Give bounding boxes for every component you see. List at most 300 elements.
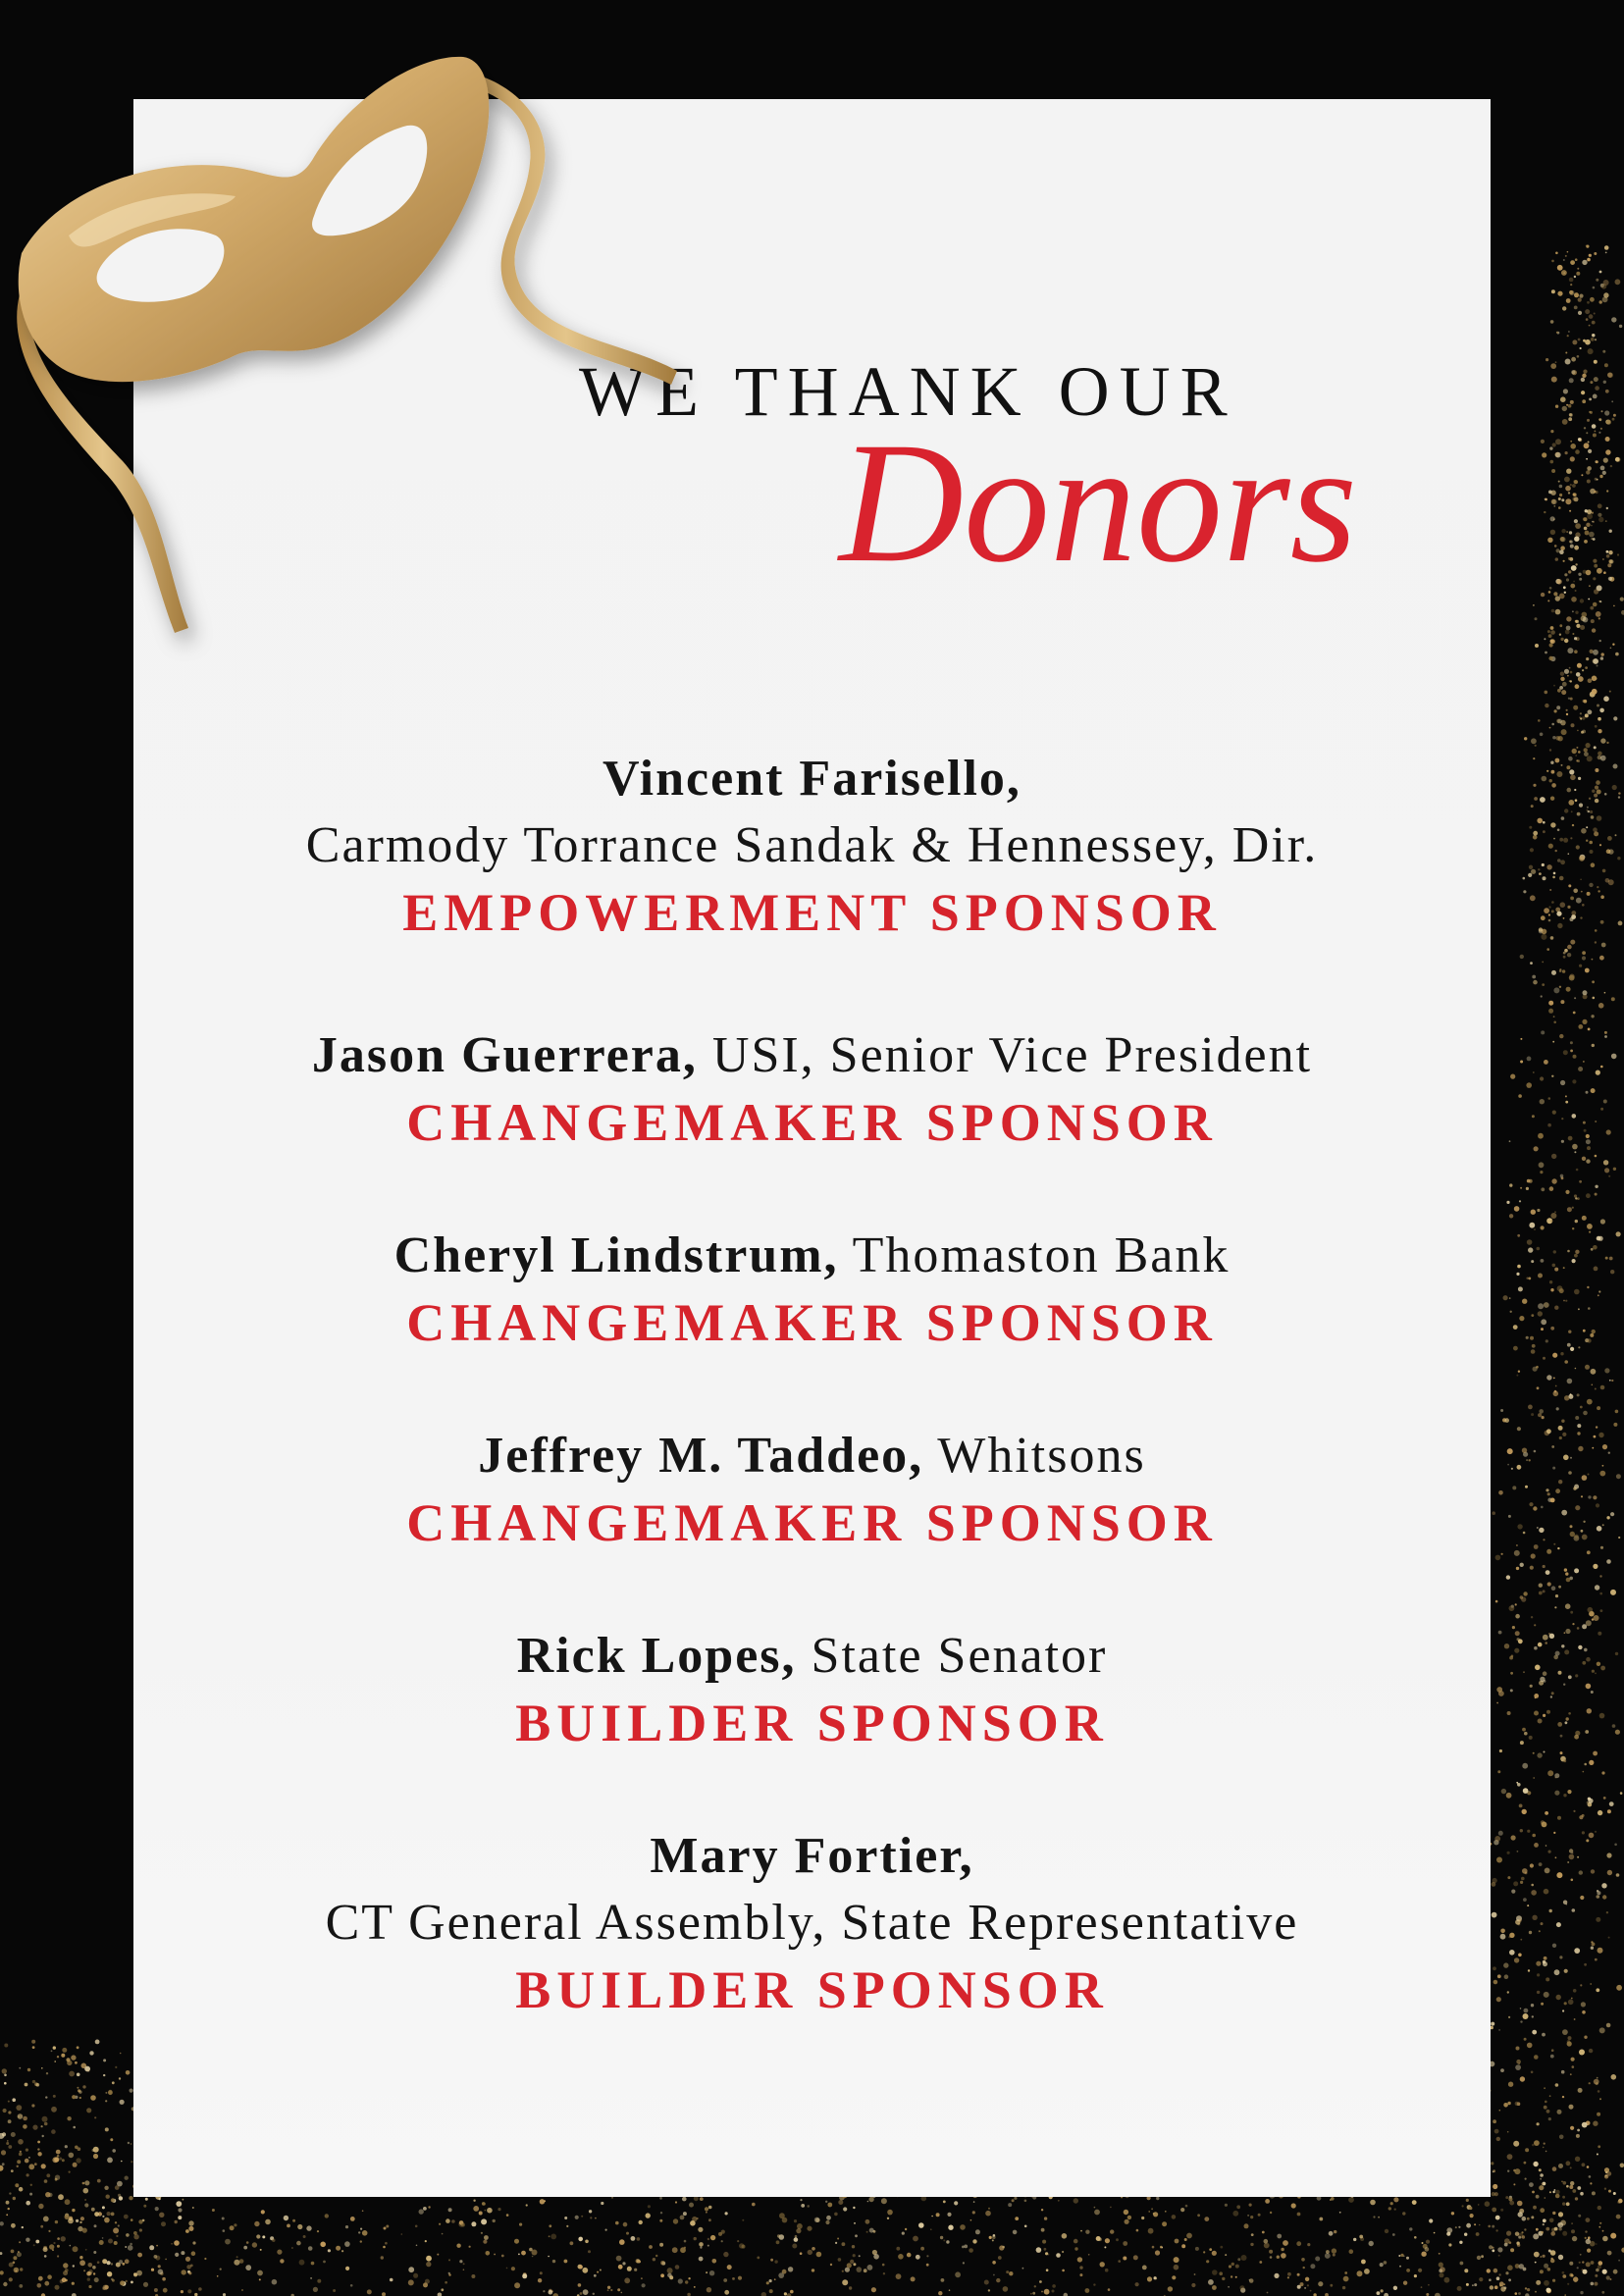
glitter-dot — [1598, 1810, 1602, 1815]
glitter-dot — [1392, 2233, 1395, 2236]
glitter-dot — [82, 2085, 85, 2088]
glitter-dot — [1310, 2264, 1315, 2269]
glitter-dot — [1569, 667, 1571, 669]
glitter-dot — [1500, 2068, 1504, 2072]
glitter-dot — [1531, 1890, 1537, 1896]
glitter-dot — [1609, 1257, 1613, 1261]
donor-affiliation: State Senator — [811, 1628, 1108, 1684]
glitter-dot — [1414, 2274, 1417, 2277]
glitter-dot — [694, 2286, 696, 2288]
glitter-dot — [1554, 1268, 1558, 1272]
glitter-dot — [419, 2209, 424, 2214]
glitter-dot — [1569, 413, 1573, 417]
glitter-dot — [1563, 560, 1565, 562]
glitter-dot — [1545, 1339, 1548, 1342]
glitter-dot — [1539, 1862, 1543, 1866]
glitter-dot — [1557, 719, 1562, 724]
glitter-dot — [360, 2240, 362, 2242]
glitter-dot — [1495, 1555, 1501, 1561]
glitter-dot — [1571, 1879, 1574, 1882]
glitter-dot — [838, 2200, 843, 2205]
glitter-dot — [1488, 2225, 1491, 2228]
glitter-dot — [1477, 2256, 1481, 2260]
glitter-dot — [1573, 1989, 1577, 1993]
glitter-dot — [1283, 2240, 1288, 2246]
glitter-dot — [617, 2288, 620, 2291]
glitter-dot — [473, 2200, 475, 2202]
glitter-dot — [79, 2256, 82, 2259]
glitter-dot — [1596, 1503, 1599, 1507]
glitter-dot — [1555, 758, 1560, 763]
glitter-dot — [887, 2210, 893, 2216]
glitter-dot — [1562, 419, 1568, 425]
glitter-dot — [1274, 2273, 1279, 2278]
glitter-dot — [552, 2260, 555, 2263]
glitter-dot — [19, 2241, 21, 2243]
glitter-dot — [154, 2288, 158, 2292]
glitter-dot — [1582, 399, 1586, 403]
glitter-dot — [1563, 259, 1565, 261]
glitter-dot — [1578, 1067, 1583, 1071]
glitter-dot — [1594, 564, 1598, 568]
glitter-dot — [639, 2220, 643, 2224]
glitter-dot — [143, 2205, 146, 2208]
glitter-dot — [1553, 1250, 1556, 1253]
glitter-dot — [116, 2263, 121, 2268]
glitter-dot — [1590, 1333, 1594, 1337]
glitter-dot — [265, 2219, 271, 2225]
glitter-dot — [532, 2256, 534, 2258]
glitter-dot — [1599, 956, 1604, 961]
glitter-dot — [1412, 2200, 1417, 2205]
glitter-dot — [1212, 2270, 1218, 2275]
glitter-dot — [1511, 1655, 1514, 1658]
glitter-dot — [1398, 2255, 1400, 2257]
glitter-dot — [116, 2235, 118, 2237]
glitter-dot — [1458, 2226, 1460, 2228]
glitter-dot — [1611, 1054, 1617, 1060]
glitter-dot — [1580, 2291, 1583, 2294]
glitter-dot — [1584, 1763, 1587, 1766]
glitter-dot — [1555, 557, 1558, 560]
glitter-dot — [1537, 1386, 1540, 1389]
glitter-dot — [1105, 2238, 1110, 2243]
glitter-dot — [1577, 812, 1581, 816]
glitter-dot — [42, 2135, 44, 2137]
glitter-dot — [1578, 1346, 1580, 1348]
glitter-dot — [1568, 404, 1572, 408]
glitter-dot — [992, 2261, 996, 2265]
glitter-dot — [1281, 2248, 1283, 2251]
glitter-dot — [1599, 640, 1601, 642]
glitter-dot — [1575, 684, 1580, 689]
glitter-dot — [1526, 1082, 1532, 1088]
glitter-dot — [1568, 417, 1572, 421]
glitter-dot — [1578, 1024, 1583, 1029]
glitter-dot — [1548, 1001, 1553, 1006]
glitter-dot — [669, 2275, 673, 2279]
glitter-dot — [1002, 2246, 1005, 2249]
glitter-dot — [1, 2150, 6, 2155]
glitter-dot — [1572, 339, 1577, 344]
glitter-dot — [1123, 2257, 1126, 2261]
glitter-dot — [287, 2224, 290, 2228]
glitter-dot — [1598, 513, 1601, 517]
glitter-dot — [1599, 2098, 1601, 2100]
glitter-dot — [1562, 2202, 1565, 2205]
glitter-dot — [1556, 1407, 1559, 1410]
glitter-dot — [1616, 1873, 1620, 1877]
glitter-dot — [1348, 2197, 1354, 2203]
donor-name: Vincent Farisello, — [602, 751, 1022, 807]
glitter-dot — [1583, 1771, 1585, 1773]
glitter-dot — [548, 2256, 550, 2258]
glitter-dot — [483, 2240, 487, 2244]
glitter-dot — [154, 2255, 158, 2259]
glitter-dot — [1571, 1998, 1573, 2000]
glitter-dot — [46, 2173, 50, 2177]
glitter-dot — [1259, 2261, 1262, 2264]
glitter-dot — [1592, 1670, 1595, 1673]
glitter-dot — [426, 2262, 431, 2267]
glitter-dot — [511, 2267, 515, 2270]
glitter-dot — [1589, 2049, 1593, 2053]
glitter-dot — [43, 2247, 48, 2252]
glitter-dot — [8, 2111, 11, 2113]
glitter-dot — [549, 2290, 553, 2295]
glitter-dot — [1578, 2215, 1581, 2218]
glitter-dot — [1528, 1247, 1533, 1252]
glitter-dot — [448, 2208, 452, 2212]
glitter-dot — [1520, 1061, 1523, 1064]
glitter-dot — [1553, 872, 1556, 875]
glitter-dot — [73, 2126, 76, 2129]
glitter-dot — [938, 2291, 942, 2295]
glitter-dot — [1554, 1773, 1559, 1778]
glitter-dot — [158, 2265, 161, 2268]
glitter-dot — [847, 2263, 852, 2268]
glitter-dot — [111, 2278, 114, 2281]
glitter-dot — [1155, 2250, 1160, 2255]
glitter-dot — [1537, 1209, 1540, 1212]
glitter-dot — [1591, 1369, 1597, 1375]
glitter-dot — [1539, 1584, 1543, 1588]
glitter-dot — [1318, 2281, 1323, 2286]
glitter-dot — [1513, 2141, 1519, 2147]
glitter-dot — [26, 2201, 30, 2206]
glitter-dot — [1548, 2117, 1551, 2120]
glitter-dot — [1544, 511, 1545, 513]
glitter-dot — [1594, 2079, 1599, 2085]
glitter-dot — [1516, 1273, 1519, 1276]
glitter-dot — [1578, 1308, 1580, 1310]
glitter-dot — [1593, 394, 1598, 399]
glitter-dot — [699, 2257, 704, 2262]
glitter-dot — [1552, 2279, 1555, 2282]
glitter-dot — [17, 2160, 21, 2164]
glitter-dot — [898, 2254, 904, 2260]
glitter-dot — [1562, 306, 1566, 310]
glitter-dot — [1609, 2278, 1611, 2280]
glitter-dot — [102, 2206, 105, 2209]
glitter-dot — [1428, 2284, 1430, 2286]
glitter-dot — [1613, 2192, 1616, 2195]
glitter-dot — [1592, 689, 1598, 695]
glitter-dot — [1611, 1380, 1613, 1382]
glitter-dot — [1563, 956, 1566, 959]
glitter-dot — [954, 2201, 958, 2205]
glitter-dot — [1569, 378, 1574, 383]
glitter-dot — [1565, 255, 1567, 257]
glitter-dot — [1518, 2236, 1521, 2239]
glitter-dot — [1538, 1311, 1543, 1316]
glitter-dot — [1598, 2145, 1600, 2148]
glitter-dot — [605, 2229, 607, 2231]
glitter-dot — [1586, 470, 1590, 474]
glitter-dot — [1085, 2288, 1090, 2293]
glitter-dot — [1619, 325, 1622, 328]
glitter-dot — [44, 2255, 47, 2258]
glitter-dot — [1596, 611, 1601, 617]
glitter-dot — [1568, 331, 1570, 333]
glitter-dot — [1515, 2064, 1521, 2070]
glitter-dot — [1586, 826, 1588, 828]
glitter-dot — [1559, 494, 1562, 496]
glitter-dot — [91, 2208, 95, 2212]
glitter-dot — [1557, 829, 1560, 832]
glitter-dot — [243, 2246, 247, 2250]
glitter-dot — [1593, 559, 1597, 563]
glitter-dot — [45, 2096, 47, 2098]
glitter-dot — [970, 2219, 972, 2221]
glitter-dot — [1615, 1652, 1618, 1655]
glitter-dot — [73, 2163, 78, 2167]
glitter-dot — [1589, 411, 1591, 413]
glitter-dot — [1587, 1286, 1589, 1288]
glitter-dot — [926, 2255, 928, 2257]
glitter-dot — [1592, 790, 1595, 793]
glitter-dot — [1594, 491, 1596, 493]
glitter-dot — [1551, 1586, 1556, 1591]
glitter-dot — [998, 2256, 1002, 2260]
glitter-dot — [1577, 730, 1579, 732]
glitter-dot — [1598, 1948, 1603, 1954]
glitter-dot — [1545, 2227, 1549, 2231]
glitter-dot — [1589, 883, 1593, 887]
glitter-dot — [1181, 2244, 1185, 2248]
glitter-dot — [79, 2221, 81, 2223]
glitter-dot — [1598, 752, 1602, 757]
glitter-dot — [8, 2101, 10, 2103]
glitter-dot — [76, 2219, 79, 2222]
glitter-dot — [1584, 527, 1588, 531]
glitter-dot — [1605, 520, 1607, 522]
glitter-dot — [1580, 879, 1582, 881]
glitter-dot — [766, 2281, 769, 2284]
glitter-dot — [1533, 1506, 1537, 1510]
glitter-dot — [1602, 1524, 1604, 1526]
glitter-dot — [102, 2237, 104, 2239]
glitter-dot — [853, 2254, 856, 2257]
glitter-dot — [1542, 1416, 1545, 1419]
glitter-dot — [1574, 480, 1578, 484]
glitter-dot — [1598, 2265, 1601, 2269]
glitter-dot — [993, 2234, 996, 2237]
glitter-dot — [1606, 2023, 1611, 2028]
glitter-dot — [1580, 2192, 1584, 2196]
glitter-dot — [1446, 2227, 1452, 2233]
glitter-dot — [1560, 672, 1564, 676]
glitter-dot — [1575, 1505, 1580, 1510]
glitter-dot — [182, 2270, 186, 2274]
glitter-dot — [843, 2207, 847, 2211]
glitter-dot — [1524, 737, 1527, 740]
glitter-dot — [90, 2095, 96, 2101]
glitter-dot — [6, 2142, 9, 2145]
glitter-dot — [1525, 1872, 1528, 1875]
glitter-dot — [1539, 2168, 1542, 2171]
glitter-dot — [1406, 2269, 1410, 2272]
glitter-dot — [17, 2166, 19, 2167]
glitter-dot — [1096, 2236, 1101, 2241]
glitter-dot — [1369, 2241, 1374, 2246]
glitter-dot — [872, 2250, 877, 2255]
glitter-dot — [57, 2056, 59, 2058]
glitter-dot — [1594, 831, 1598, 836]
glitter-dot — [1583, 1122, 1586, 1124]
glitter-dot — [93, 2272, 95, 2274]
glitter-dot — [1574, 1194, 1577, 1197]
glitter-dot — [1571, 2229, 1575, 2233]
glitter-dot — [1052, 2290, 1055, 2293]
glitter-dot — [1085, 2230, 1089, 2234]
glitter-dot — [1579, 965, 1582, 967]
glitter-dot — [1499, 1749, 1502, 1752]
glitter-dot — [1585, 339, 1591, 345]
glitter-dot — [1572, 749, 1577, 754]
glitter-dot — [1247, 2215, 1249, 2217]
glitter-dot — [1570, 775, 1576, 781]
glitter-dot — [471, 2274, 475, 2278]
glitter-dot — [1563, 838, 1568, 843]
glitter-dot — [1556, 912, 1561, 916]
glitter-dot — [1509, 1950, 1515, 1956]
glitter-dot — [1329, 2231, 1334, 2236]
glitter-dot — [1543, 1635, 1548, 1641]
glitter-dot — [1573, 2276, 1578, 2281]
glitter-dot — [1587, 807, 1589, 809]
glitter-dot — [1580, 717, 1582, 719]
glitter-dot — [1147, 2276, 1152, 2281]
glitter-dot — [28, 2157, 30, 2159]
glitter-dot — [59, 2158, 62, 2161]
glitter-dot — [481, 2218, 487, 2224]
glitter-dot — [1592, 1384, 1594, 1386]
glitter-dot — [1564, 1969, 1568, 1973]
glitter-dot — [1406, 2257, 1409, 2260]
glitter-dot — [1590, 810, 1593, 813]
glitter-dot — [1546, 2110, 1550, 2113]
glitter-dot — [800, 2199, 802, 2201]
glitter-dot — [1560, 860, 1565, 864]
glitter-dot — [946, 2240, 949, 2243]
glitter-dot — [1554, 1211, 1556, 1213]
glitter-dot — [1567, 1207, 1572, 1212]
glitter-dot — [1589, 314, 1594, 319]
glitter-dot — [1270, 2212, 1272, 2214]
glitter-dot — [55, 2175, 60, 2180]
glitter-dot — [1520, 1038, 1522, 1040]
glitter-dot — [181, 2251, 184, 2255]
glitter-dot — [1148, 2228, 1154, 2234]
glitter-dot — [1496, 1702, 1498, 1704]
glitter-dot — [1600, 1666, 1605, 1671]
glitter-dot — [246, 2241, 249, 2244]
glitter-dot — [1287, 2276, 1289, 2278]
glitter-dot — [549, 2224, 551, 2227]
glitter-dot — [1604, 1031, 1607, 1034]
glitter-dot — [646, 2213, 651, 2218]
glitter-dot — [1564, 573, 1567, 576]
glitter-dot — [943, 2201, 946, 2204]
glitter-dot — [1030, 2293, 1032, 2295]
glitter-dot — [1588, 1607, 1594, 1613]
glitter-dot — [1532, 1915, 1537, 1920]
glitter-dot — [107, 2271, 112, 2276]
glitter-dot — [1554, 1791, 1559, 1796]
glitter-dot — [1008, 2203, 1012, 2207]
glitter-dot — [1258, 2214, 1261, 2217]
glitter-dot — [54, 2061, 56, 2062]
glitter-dot — [540, 2271, 543, 2274]
glitter-dot — [992, 2239, 994, 2241]
glitter-dot — [1575, 258, 1578, 261]
glitter-dot — [220, 2269, 222, 2270]
glitter-dot — [1414, 2236, 1417, 2239]
glitter-dot — [1219, 2271, 1223, 2275]
glitter-dot — [36, 2083, 40, 2087]
glitter-dot — [1560, 1352, 1563, 1355]
glitter-dot — [1548, 844, 1553, 849]
glitter-dot — [1596, 2269, 1599, 2272]
glitter-dot — [1549, 587, 1552, 590]
glitter-dot — [826, 2216, 831, 2220]
glitter-dot — [1519, 1316, 1524, 1321]
glitter-dot — [1582, 1814, 1585, 1817]
glitter-dot — [1032, 2292, 1035, 2295]
glitter-dot — [1123, 2241, 1127, 2246]
glitter-dot — [1546, 1549, 1551, 1554]
glitter-dot — [1569, 2185, 1573, 2189]
glitter-dot — [1297, 2213, 1301, 2217]
glitter-dot — [1220, 2246, 1223, 2249]
glitter-dot — [642, 2283, 646, 2287]
glitter-dot — [1552, 736, 1555, 739]
glitter-dot — [796, 2228, 801, 2233]
glitter-dot — [1611, 997, 1615, 1001]
glitter-dot — [1594, 252, 1597, 255]
glitter-dot — [1044, 2248, 1047, 2251]
glitter-dot — [423, 2282, 428, 2287]
glitter-dot — [1595, 1388, 1597, 1390]
glitter-dot — [1595, 941, 1597, 943]
glitter-dot — [1584, 443, 1590, 448]
glitter-dot — [1513, 1346, 1518, 1351]
glitter-dot — [1587, 1399, 1593, 1405]
glitter-dot — [1088, 2254, 1090, 2256]
glitter-dot — [1485, 2201, 1491, 2207]
glitter-dot — [1583, 2270, 1588, 2274]
